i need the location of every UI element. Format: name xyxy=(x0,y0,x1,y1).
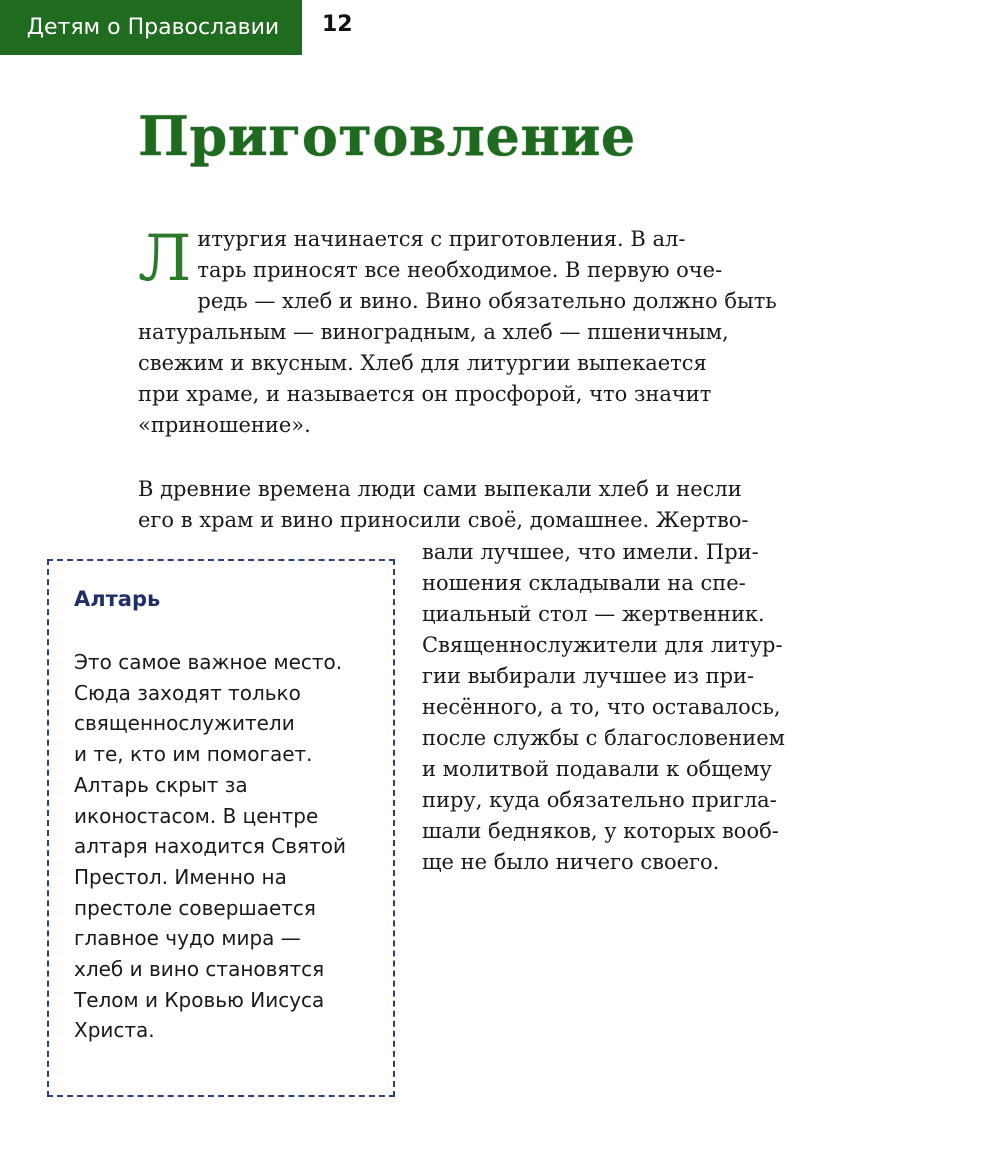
text-line: гии выбирали лучшее из при- xyxy=(422,664,755,688)
sidebar-title: Алтарь xyxy=(74,587,161,611)
text-line: и молитвой подавали к общему xyxy=(422,757,772,781)
sidebar-line: главное чудо мира — xyxy=(74,926,301,951)
paragraph-history xyxy=(138,474,749,536)
text-line: Священнослужители для литур- xyxy=(422,633,783,657)
text-line: после службы с благословением xyxy=(422,726,785,750)
text-line: при храме, и называется он просфорой, что значит xyxy=(138,382,712,406)
section-header-tab xyxy=(0,0,302,55)
sidebar-line: Алтарь скрыт за xyxy=(74,772,248,797)
sidebar-line: Телом и Кровью Иисуса xyxy=(74,987,325,1012)
sidebar-line: священнослужители xyxy=(74,711,295,736)
text-line: итургия начинается с приготовления. В ал- xyxy=(197,227,686,251)
text-line: циальный стол — жертвенник. xyxy=(422,602,765,626)
section-title: Детям о Православии xyxy=(26,15,280,40)
sidebar-line: иконостасом. В центре xyxy=(74,803,319,828)
text-line: редь — хлеб и вино. Вино обязательно должно быть xyxy=(197,289,777,313)
sidebar-box-altar xyxy=(47,559,395,1097)
text-line: его в храм и вино приносили своё, домашнее. Жертво- xyxy=(138,508,749,532)
text-line: вали лучшее, что имели. При- xyxy=(422,540,759,564)
sidebar-line: Сюда заходят только xyxy=(74,680,301,705)
text-line: «приношение». xyxy=(138,413,311,437)
sidebar-line: Это самое важное место. xyxy=(74,650,343,674)
text-line: несённого, а то, что оставалось, xyxy=(422,695,781,719)
sidebar-line: Христа. xyxy=(74,1018,155,1043)
text-line: свежим и вкусным. Хлеб для литургии выпекается xyxy=(138,351,707,375)
article-title: Приготовление xyxy=(138,104,636,168)
sidebar-line: Престол. Именно на xyxy=(74,864,287,889)
page-number: 12 xyxy=(322,12,353,37)
sidebar-body xyxy=(74,647,346,1046)
sidebar-line: алтаря находится Святой xyxy=(74,834,346,859)
text-line: пиру, куда обязательно пригла- xyxy=(422,788,777,812)
drop-cap: Л xyxy=(138,222,192,296)
sidebar-line: хлеб и вино становятся xyxy=(74,957,325,982)
text-line: натуральным — виноградным, а хлеб — пшеничным, xyxy=(138,320,729,344)
paragraph-intro xyxy=(138,224,858,441)
text-line: ношения складывали на спе- xyxy=(422,571,746,595)
text-line: шали бедняков, у которых вооб- xyxy=(422,819,779,843)
paragraph-history-continued xyxy=(422,537,785,878)
sidebar-line: престоле совершается xyxy=(74,895,316,920)
text-line: В древние времена люди сами выпекали хлеб и несли xyxy=(138,477,742,501)
text-line: ще не было ничего своего. xyxy=(422,850,720,874)
sidebar-line: и те, кто им помогает. xyxy=(74,742,313,767)
text-line: тарь приносят все необходимое. В первую оче- xyxy=(197,258,723,282)
